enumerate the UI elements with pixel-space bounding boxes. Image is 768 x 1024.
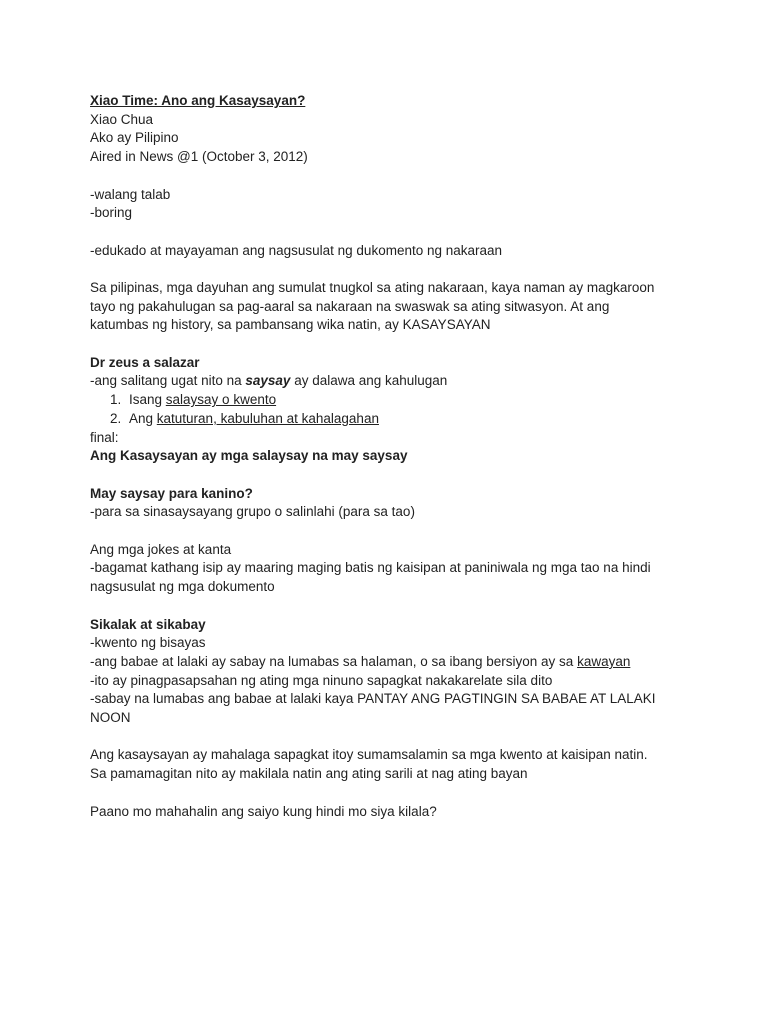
note-line: -para sa sinasaysayang grupo o salinlahi (para sa tao) (90, 504, 415, 520)
section-heading: May saysay para kanino? (90, 485, 253, 501)
numbered-list (90, 391, 710, 428)
note-line: nagsusulat ng mga dokumento (90, 579, 275, 595)
section-heading: Sikalak at sikabay (90, 616, 206, 632)
note-line: -kwento ng bisayas (90, 635, 206, 651)
note-line: -walang talab (90, 186, 171, 202)
note-line: -boring (90, 205, 133, 221)
note-line: -ang babae at lalaki ay sabay na lumabas sa halaman, o sa ibang bersiyon ay sa kawayan (90, 653, 631, 669)
document-title: Xiao Time: Ano ang Kasaysayan? (90, 93, 306, 108)
list-item: 2. Ang katuturan, kabuluhan at kahalagahan (125, 410, 710, 429)
show-line: Ako ay Pilipino (90, 130, 179, 146)
note-line: -sabay na lumabas ang babae at lalaki kaya PANTAY ANG PAGTINGIN SA BABAE AT LALAKI (90, 691, 656, 707)
final-label: final: (90, 429, 119, 445)
document-body (90, 92, 710, 821)
list-item: 1. Isang salaysay o kwento (125, 391, 710, 410)
closing-question: Paano mo mahahalin ang saiyo kung hindi mo siya kilala? (90, 803, 437, 819)
paragraph-line: Sa pamamagitan nito ay makilala natin ang ating sarili at nag ating bayan (90, 766, 528, 782)
section-heading: Dr zeus a salazar (90, 354, 200, 370)
section-heading-plain: Ang mga jokes at kanta (90, 541, 232, 557)
aired-line: Aired in News @1 (October 3, 2012) (90, 149, 308, 165)
paragraph-line: katumbas ng history, sa pambansang wika natin, ay KASAYSAYAN (90, 317, 491, 333)
paragraph-line: tayo ng pakahulugan sa pag-aaral sa nakaraan na swaswak sa ating sitwasyon. At ang (90, 298, 610, 314)
emphasis-word: saysay (245, 373, 291, 389)
paragraph-line: Ang kasaysayan ay mahalaga sapagkat itoy sumamsalamin sa mga kwento at kaisipan natin. (90, 747, 648, 763)
conclusion-line: Ang Kasaysayan ay mga salaysay na may saysay (90, 448, 408, 464)
note-line: -edukado at mayayaman ang nagsusulat ng dukomento ng nakaraan (90, 242, 503, 258)
paragraph-line: Sa pilipinas, mga dayuhan ang sumulat tnugkol sa ating nakaraan, kaya naman ay magkaroon (90, 279, 655, 295)
note-line: -ang salitang ugat nito na saysay ay dalawa ang kahulugan (90, 373, 448, 389)
note-line: NOON (90, 710, 131, 726)
author-line: Xiao Chua (90, 111, 154, 127)
note-line: -bagamat kathang isip ay maaring maging batis ng kaisipan at paniniwala ng mga tao na hindi (90, 560, 651, 576)
note-line: -ito ay pinagpasapsahan ng ating mga ninuno sapagkat nakakarelate sila dito (90, 672, 553, 688)
